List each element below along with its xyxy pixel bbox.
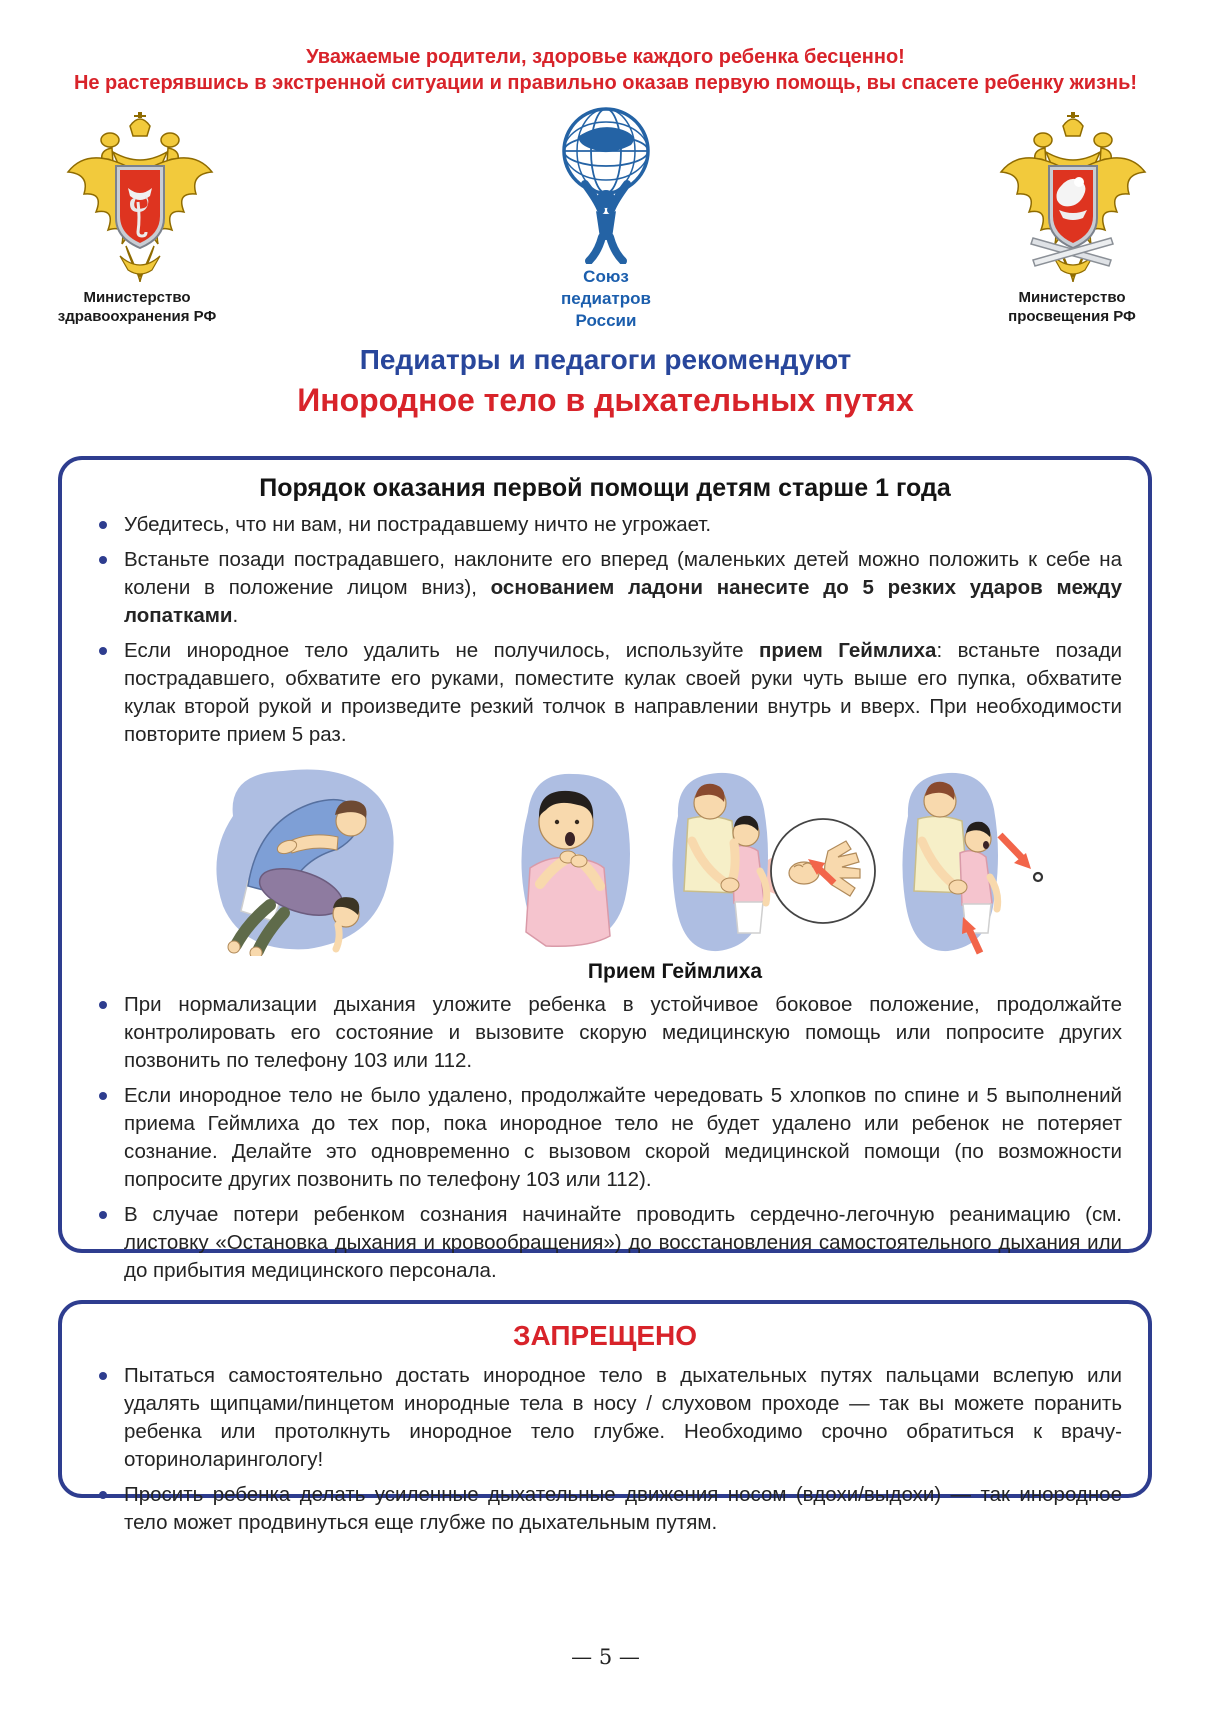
education-ministry-emblem <box>993 110 1153 286</box>
education-ministry-label: Министерство просвещения РФ <box>1008 289 1136 325</box>
heimlich-illustrations <box>88 756 1126 956</box>
forbidden-item: Просить ребенка делать усиленные дыхательные движения носом (вдохи/выдохи) — так инородное тело может продвинуться еще глубже по дыхательным путям. <box>88 1481 1122 1537</box>
expelled-object-arrow-icon <box>1000 835 1031 869</box>
first-aid-step: Убедитесь, что ни вам, ни пострадавшему ничто не угрожает. <box>88 511 1122 539</box>
first-aid-steps-top <box>88 511 1122 749</box>
first-aid-steps-bottom <box>88 991 1122 1285</box>
health-ministry-label: Министерство здравоохранения РФ <box>57 289 217 325</box>
illustration-caption: Прием Геймлиха <box>587 960 763 983</box>
header-line-1: Уважаемые родители, здоровье каждого ребенка бесценно! <box>306 46 905 68</box>
globe-icon <box>564 109 648 193</box>
illustration-heimlich-detail-inset <box>771 819 875 923</box>
forbidden-item: Пытаться самостоятельно достать инородное тело в дыхательных путях пальцами вслепую или удалять щипцами/пинцетом инородные тела в носу / слуховом проходе — так вы можете поранить ребенка или протолкнуть инородное тело глубже. Необходимо срочно обратиться к врачу-оториноларингологу! <box>88 1362 1122 1474</box>
page-number: — 5 — <box>571 1645 640 1669</box>
illustration-back-blows <box>216 769 393 956</box>
first-aid-step: Если инородное тело не было удалено, продолжайте чередовать 5 хлопков по спине и 5 выполнений приема Геймлиха до тех пор, пока инородное тело не будет удалено или ребенок не потеряет сознание. Делайте это одновременно с вызовом скорой медицинской помощи (по возможности попросите других позвонить по телефону 103 или 112). <box>88 1082 1122 1194</box>
header-line-2: Не растерявшись в экстренной ситуации и правильно оказав первую помощь, вы спасете ребенку жизнь! <box>73 72 1138 94</box>
forbidden-box <box>58 1300 1152 1534</box>
first-aid-box-title: Порядок оказания первой помощи детям старше 1 года <box>259 474 951 502</box>
first-aid-box <box>58 456 1152 1282</box>
health-ministry-emblem <box>60 110 220 286</box>
page-title: Инородное тело в дыхательных путях <box>297 382 914 418</box>
pediatric-union-logo <box>549 104 663 264</box>
first-aid-step: В случае потери ребенком сознания начинайте проводить сердечно-легочную реанимацию (см. листовку «Остановка дыхания и кровообращения») до восстановления самостоятельного дыхания или до прибытия медицинского персонала. <box>88 1201 1122 1285</box>
recommendation-subtitle: Педиатры и педагоги рекомендуют <box>359 344 852 375</box>
first-aid-step: Если инородное тело удалить не получилось, используйте прием Геймлиха: встаньте позади пострадавшего, обхватите его руками, поместите кулак своей руки чуть выше его пупка, обхватите кулак второй рукой и произведите резкий толчок в направлении внутрь и вверх. При необходимости повторите прием 5 раз. <box>88 637 1122 749</box>
pediatric-union-label: Союз педиатров России <box>561 267 651 330</box>
illustration-choking-child <box>521 774 630 946</box>
first-aid-step: При нормализации дыхания уложите ребенка в устойчивое боковое положение, продолжайте контролировать его состояние и вызовите скорую медицинскую помощь или попросите других позвонить по телефону 103 или 112. <box>88 991 1122 1075</box>
illustration-foreign-body-expelled <box>902 773 1042 953</box>
illustration-heimlich-maneuver <box>672 773 768 951</box>
forbidden-items <box>88 1362 1122 1537</box>
child-figure-icon <box>585 184 627 261</box>
forbidden-box-title: ЗАПРЕЩЕНО <box>512 1320 698 1351</box>
expelled-object <box>1034 873 1042 881</box>
first-aid-step: Встаньте позади пострадавшего, наклоните его вперед (маленьких детей можно положить к себе на колени в положение лицом вниз), основанием ладони нанесите до 5 резких ударов между лопатками. <box>88 546 1122 630</box>
